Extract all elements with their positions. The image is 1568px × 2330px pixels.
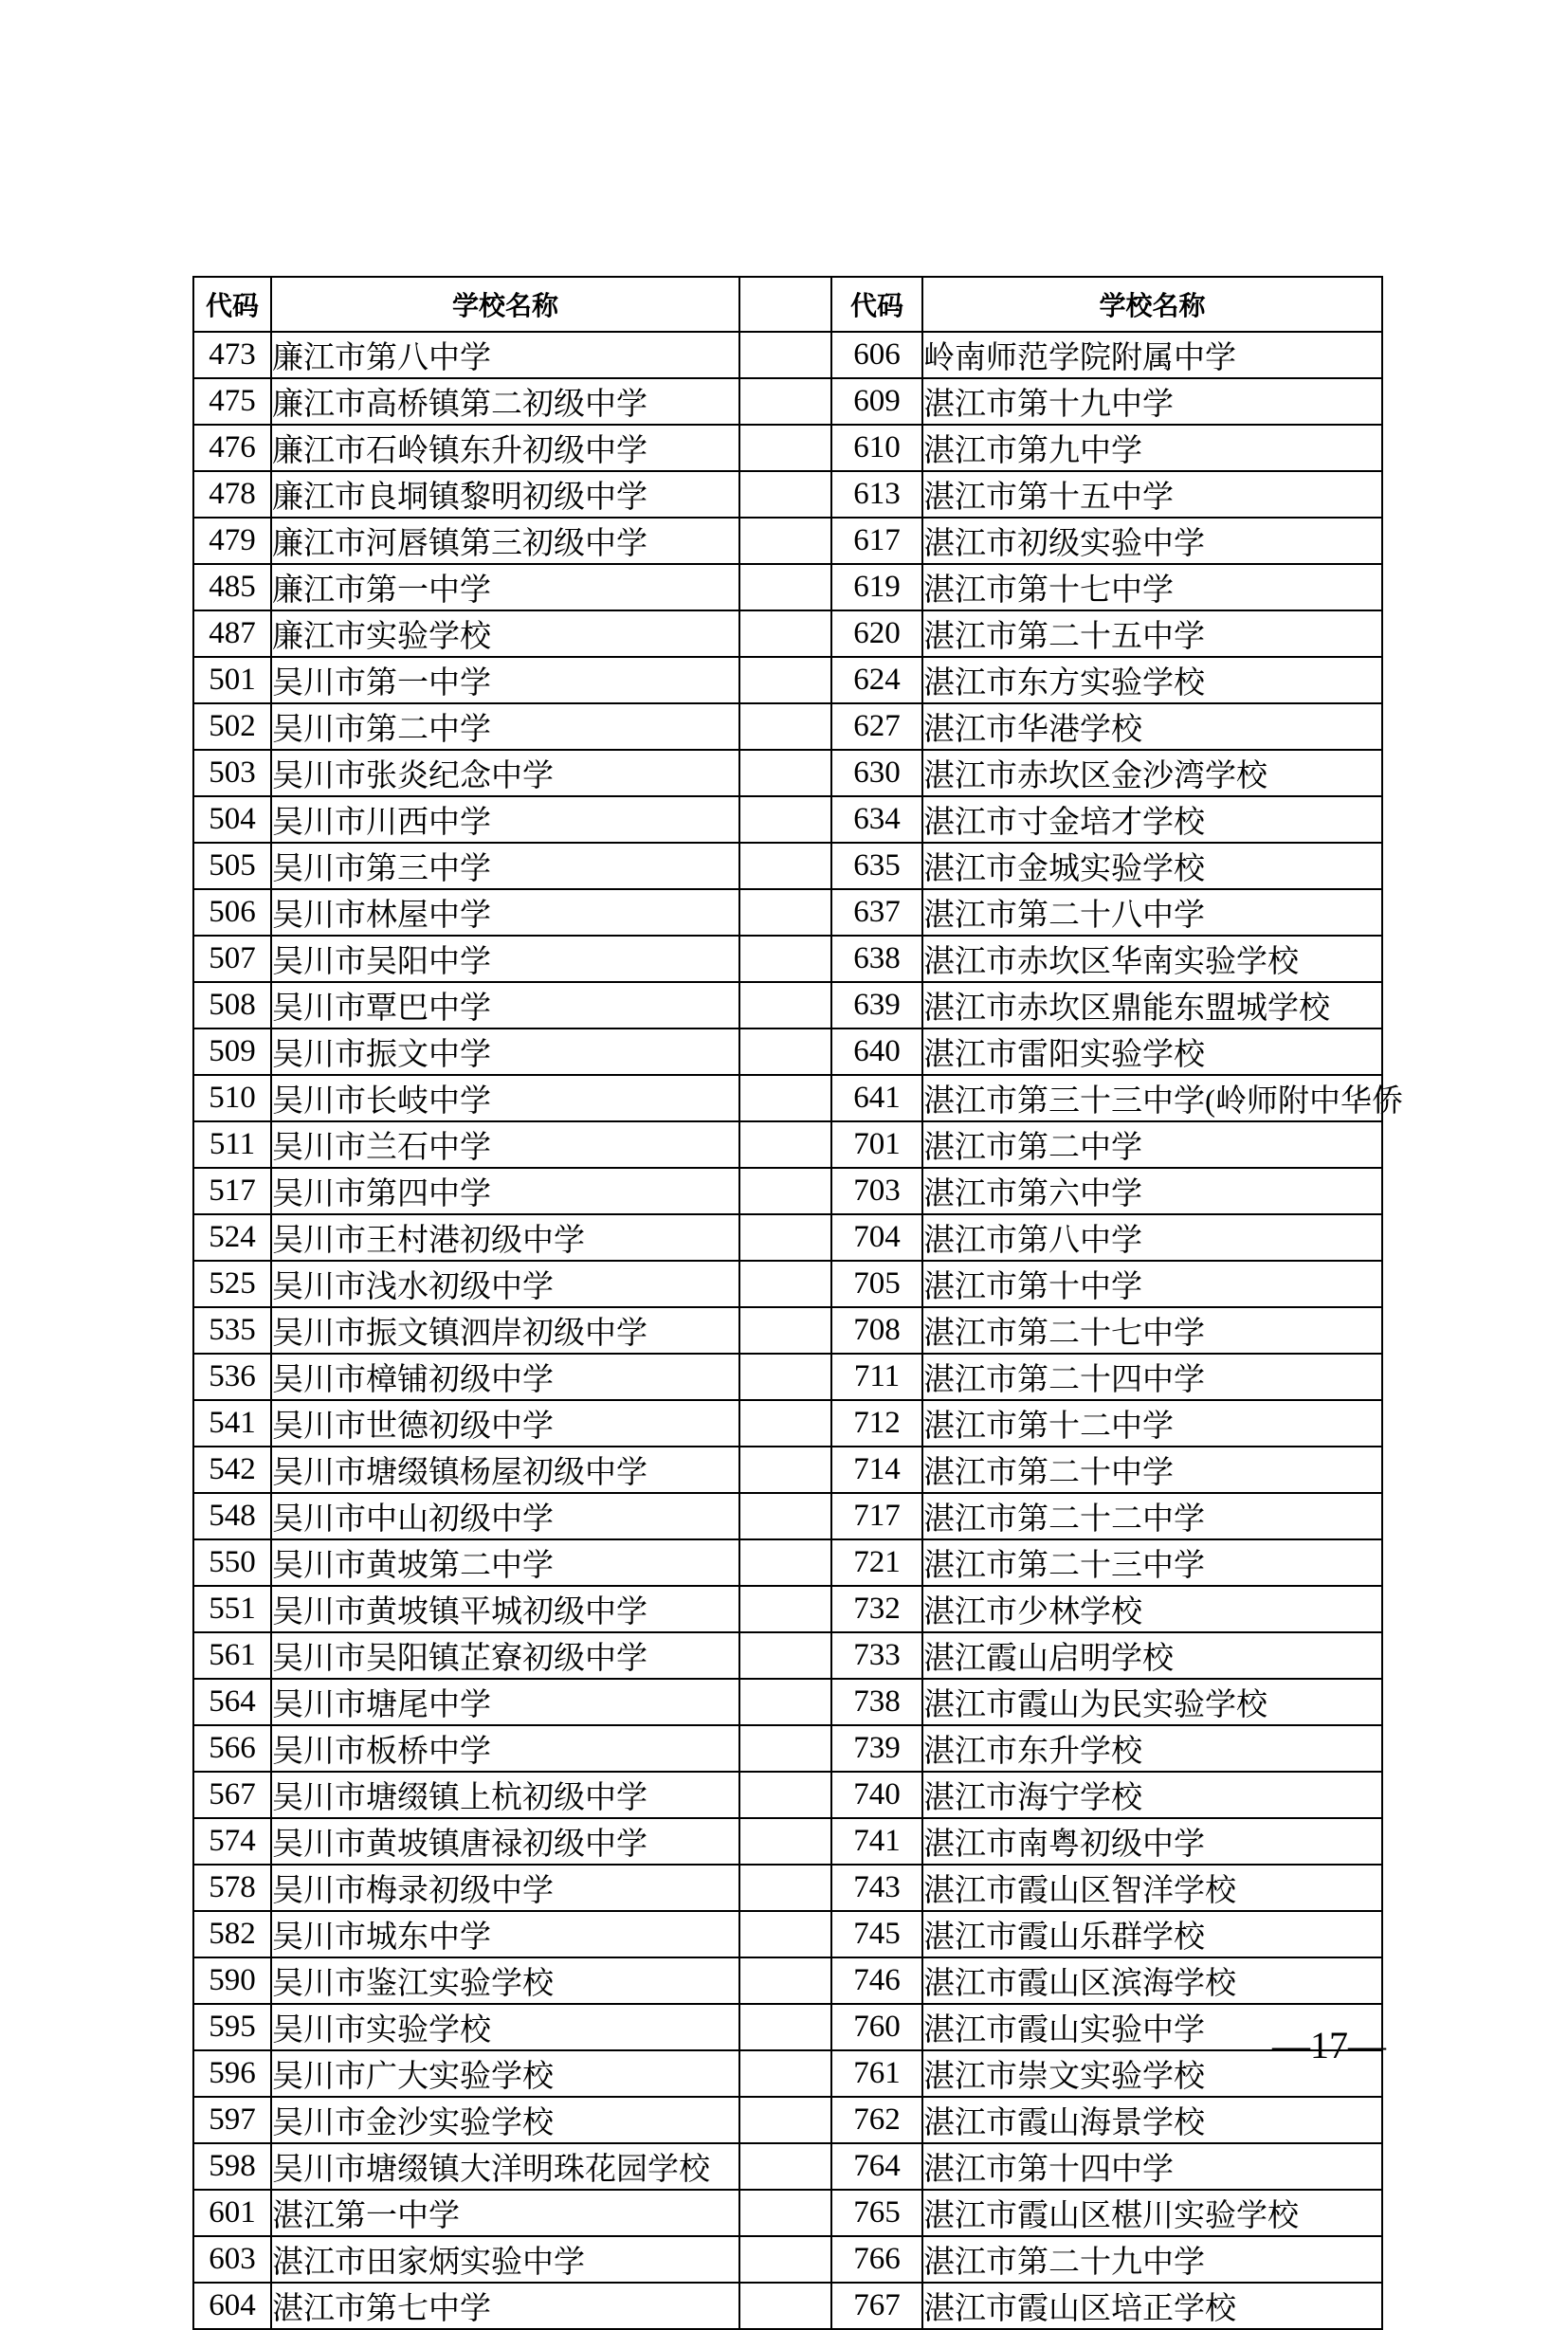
left-school-name-cell: 吴川市覃巴中学 bbox=[271, 982, 739, 1028]
left-code-cell: 603 bbox=[193, 2236, 271, 2283]
table-row bbox=[193, 1075, 1382, 1121]
left-code-cell: 551 bbox=[193, 1586, 271, 1632]
right-school-name-cell: 湛江市霞山海景学校 bbox=[922, 2097, 1382, 2143]
left-school-name-cell: 吴川市黄坡镇平城初级中学 bbox=[271, 1586, 739, 1632]
left-school-name-cell: 吴川市第一中学 bbox=[271, 657, 739, 703]
spacer-cell bbox=[739, 1075, 831, 1121]
right-school-name-cell: 湛江霞山启明学校 bbox=[922, 1632, 1382, 1679]
right-school-name-cell: 湛江市第二十三中学 bbox=[922, 1539, 1382, 1586]
left-school-name-cell: 吴川市黄坡第二中学 bbox=[271, 1539, 739, 1586]
table-row bbox=[193, 2236, 1382, 2283]
spacer-cell bbox=[739, 843, 831, 889]
right-school-name-cell: 湛江市第二十二中学 bbox=[922, 1493, 1382, 1539]
right-code-cell: 630 bbox=[831, 750, 922, 796]
table-row bbox=[193, 425, 1382, 471]
left-school-name-cell: 吴川市振文镇泗岸初级中学 bbox=[271, 1307, 739, 1354]
left-code-cell: 598 bbox=[193, 2143, 271, 2190]
right-code-cell: 717 bbox=[831, 1493, 922, 1539]
right-school-name-cell: 湛江市第六中学 bbox=[922, 1168, 1382, 1214]
school-code-table bbox=[192, 276, 1403, 2330]
table-row bbox=[193, 1772, 1382, 1818]
right-code-cell: 745 bbox=[831, 1911, 922, 1957]
spacer-cell bbox=[739, 889, 831, 936]
left-school-name-cell: 吴川市金沙实验学校 bbox=[271, 2097, 739, 2143]
right-school-name-cell: 湛江市金城实验学校 bbox=[922, 843, 1382, 889]
spacer-cell bbox=[739, 2097, 831, 2143]
left-code-cell: 541 bbox=[193, 1400, 271, 1447]
left-school-name-cell: 廉江市高桥镇第二初级中学 bbox=[271, 378, 739, 425]
right-code-cell: 760 bbox=[831, 2004, 922, 2050]
right-school-name-cell: 湛江市第十七中学 bbox=[922, 564, 1382, 610]
table-row bbox=[193, 2190, 1382, 2236]
right-code-cell: 606 bbox=[831, 332, 922, 378]
header-school-name-left: 学校名称 bbox=[271, 277, 739, 332]
right-code-cell: 624 bbox=[831, 657, 922, 703]
spacer-cell bbox=[739, 610, 831, 657]
right-code-cell: 738 bbox=[831, 1679, 922, 1725]
right-code-cell: 705 bbox=[831, 1261, 922, 1307]
page-number: —17— bbox=[1272, 2024, 1386, 2066]
left-code-cell: 508 bbox=[193, 982, 271, 1028]
left-code-cell: 506 bbox=[193, 889, 271, 936]
spacer-cell bbox=[739, 1725, 831, 1772]
table-row bbox=[193, 1214, 1382, 1261]
right-code-cell: 711 bbox=[831, 1354, 922, 1400]
left-school-name-cell: 吴川市塘缀镇大洋明珠花园学校 bbox=[271, 2143, 739, 2190]
spacer-cell bbox=[739, 1447, 831, 1493]
spacer-cell bbox=[739, 936, 831, 982]
table-row bbox=[193, 1632, 1382, 1679]
right-code-cell: 732 bbox=[831, 1586, 922, 1632]
right-school-name-cell: 湛江市海宁学校 bbox=[922, 1772, 1382, 1818]
right-school-name-cell: 湛江市赤坎区华南实验学校 bbox=[922, 936, 1382, 982]
left-school-name-cell: 吴川市中山初级中学 bbox=[271, 1493, 739, 1539]
left-school-name-cell: 湛江市第七中学 bbox=[271, 2283, 739, 2329]
spacer-cell bbox=[739, 1214, 831, 1261]
left-school-name-cell: 廉江市河唇镇第三初级中学 bbox=[271, 518, 739, 564]
right-school-name-cell: 湛江市霞山区滨海学校 bbox=[922, 1957, 1382, 2004]
left-code-cell: 502 bbox=[193, 703, 271, 750]
left-school-name-cell: 吴川市黄坡镇唐禄初级中学 bbox=[271, 1818, 739, 1865]
left-school-name-cell: 吴川市板桥中学 bbox=[271, 1725, 739, 1772]
left-code-cell: 478 bbox=[193, 471, 271, 518]
spacer-cell bbox=[739, 1307, 831, 1354]
table-row bbox=[193, 1493, 1382, 1539]
table-row bbox=[193, 518, 1382, 564]
spacer-cell bbox=[739, 378, 831, 425]
right-code-cell: 635 bbox=[831, 843, 922, 889]
left-code-cell: 517 bbox=[193, 1168, 271, 1214]
right-school-name-cell: 湛江市第二十九中学 bbox=[922, 2236, 1382, 2283]
table-row bbox=[193, 750, 1382, 796]
left-school-name-cell: 吴川市浅水初级中学 bbox=[271, 1261, 739, 1307]
spacer-cell bbox=[739, 518, 831, 564]
table-row bbox=[193, 332, 1382, 378]
spacer-cell bbox=[739, 1957, 831, 2004]
right-school-name-cell: 湛江市第二十四中学 bbox=[922, 1354, 1382, 1400]
right-code-cell: 712 bbox=[831, 1400, 922, 1447]
right-code-cell: 708 bbox=[831, 1307, 922, 1354]
table-row bbox=[193, 703, 1382, 750]
spacer-cell bbox=[739, 1818, 831, 1865]
table-row bbox=[193, 1307, 1382, 1354]
left-code-cell: 601 bbox=[193, 2190, 271, 2236]
spacer-cell bbox=[739, 703, 831, 750]
spacer-cell bbox=[739, 1354, 831, 1400]
table-row bbox=[193, 1911, 1382, 1957]
spacer-cell bbox=[739, 1400, 831, 1447]
right-code-cell: 739 bbox=[831, 1725, 922, 1772]
spacer-cell bbox=[739, 2004, 831, 2050]
right-code-cell: 740 bbox=[831, 1772, 922, 1818]
left-school-name-cell: 廉江市石岭镇东升初级中学 bbox=[271, 425, 739, 471]
right-code-cell: 761 bbox=[831, 2050, 922, 2097]
spacer-cell bbox=[739, 2050, 831, 2097]
right-school-name-cell: 湛江市霞山区椹川实验学校 bbox=[922, 2190, 1382, 2236]
right-code-cell: 627 bbox=[831, 703, 922, 750]
right-code-cell: 733 bbox=[831, 1632, 922, 1679]
left-code-cell: 524 bbox=[193, 1214, 271, 1261]
spacer-cell bbox=[739, 1168, 831, 1214]
left-code-cell: 542 bbox=[193, 1447, 271, 1493]
left-school-name-cell: 湛江市田家炳实验中学 bbox=[271, 2236, 739, 2283]
right-school-name-cell: 湛江市第十九中学 bbox=[922, 378, 1382, 425]
right-school-name-cell: 湛江市霞山区智洋学校 bbox=[922, 1865, 1382, 1911]
table-row bbox=[193, 2004, 1382, 2050]
right-school-name-cell: 湛江市崇文实验学校 bbox=[922, 2050, 1382, 2097]
table-row bbox=[193, 1028, 1382, 1075]
left-school-name-cell: 吴川市第二中学 bbox=[271, 703, 739, 750]
right-code-cell: 714 bbox=[831, 1447, 922, 1493]
left-code-cell: 507 bbox=[193, 936, 271, 982]
table-row bbox=[193, 471, 1382, 518]
spacer-cell bbox=[739, 1911, 831, 1957]
left-code-cell: 596 bbox=[193, 2050, 271, 2097]
left-code-cell: 590 bbox=[193, 1957, 271, 2004]
header-row bbox=[193, 277, 1382, 332]
right-code-cell: 746 bbox=[831, 1957, 922, 2004]
table-row bbox=[193, 2143, 1382, 2190]
spacer-cell bbox=[739, 1261, 831, 1307]
right-code-cell: 704 bbox=[831, 1214, 922, 1261]
left-school-name-cell: 吴川市长岐中学 bbox=[271, 1075, 739, 1121]
table-row bbox=[193, 2050, 1382, 2097]
left-school-name-cell: 吴川市塘尾中学 bbox=[271, 1679, 739, 1725]
table-row bbox=[193, 657, 1382, 703]
right-code-cell: 703 bbox=[831, 1168, 922, 1214]
left-code-cell: 473 bbox=[193, 332, 271, 378]
right-code-cell: 609 bbox=[831, 378, 922, 425]
spacer-cell bbox=[739, 1586, 831, 1632]
right-school-name-cell: 湛江市东升学校 bbox=[922, 1725, 1382, 1772]
right-school-name-cell: 湛江市第三十三中学(岭师附中华侨 bbox=[922, 1075, 1382, 1121]
table-row bbox=[193, 610, 1382, 657]
table-row bbox=[193, 1447, 1382, 1493]
right-school-name-cell: 湛江市赤坎区金沙湾学校 bbox=[922, 750, 1382, 796]
right-code-cell: 701 bbox=[831, 1121, 922, 1168]
right-school-name-cell: 湛江市第二中学 bbox=[922, 1121, 1382, 1168]
left-code-cell: 548 bbox=[193, 1493, 271, 1539]
left-code-cell: 536 bbox=[193, 1354, 271, 1400]
left-code-cell: 487 bbox=[193, 610, 271, 657]
left-code-cell: 505 bbox=[193, 843, 271, 889]
left-school-name-cell: 廉江市第一中学 bbox=[271, 564, 739, 610]
left-school-name-cell: 吴川市塘缀镇杨屋初级中学 bbox=[271, 1447, 739, 1493]
right-code-cell: 634 bbox=[831, 796, 922, 843]
left-school-name-cell: 吴川市塘缀镇上杭初级中学 bbox=[271, 1772, 739, 1818]
table-row bbox=[193, 1725, 1382, 1772]
right-school-name-cell: 湛江市霞山实验中学 bbox=[922, 2004, 1382, 2050]
right-school-name-cell: 湛江市赤坎区鼎能东盟城学校 bbox=[922, 982, 1382, 1028]
table-row bbox=[193, 796, 1382, 843]
table-row bbox=[193, 1586, 1382, 1632]
table-row bbox=[193, 1261, 1382, 1307]
left-code-cell: 564 bbox=[193, 1679, 271, 1725]
right-school-name-cell: 湛江市第十四中学 bbox=[922, 2143, 1382, 2190]
spacer-cell bbox=[739, 1028, 831, 1075]
left-school-name-cell: 廉江市第八中学 bbox=[271, 332, 739, 378]
spacer-cell bbox=[739, 425, 831, 471]
right-code-cell: 610 bbox=[831, 425, 922, 471]
right-school-name-cell: 湛江市第九中学 bbox=[922, 425, 1382, 471]
header-school-name-right: 学校名称 bbox=[922, 277, 1382, 332]
left-school-name-cell: 廉江市实验学校 bbox=[271, 610, 739, 657]
left-school-name-cell: 吴川市世德初级中学 bbox=[271, 1400, 739, 1447]
table-row bbox=[193, 1818, 1382, 1865]
left-school-name-cell: 廉江市良垌镇黎明初级中学 bbox=[271, 471, 739, 518]
left-code-cell: 550 bbox=[193, 1539, 271, 1586]
spacer-cell bbox=[739, 982, 831, 1028]
right-code-cell: 764 bbox=[831, 2143, 922, 2190]
right-code-cell: 741 bbox=[831, 1818, 922, 1865]
left-school-name-cell: 吴川市王村港初级中学 bbox=[271, 1214, 739, 1261]
table-row bbox=[193, 1121, 1382, 1168]
right-school-name-cell: 湛江市第十五中学 bbox=[922, 471, 1382, 518]
left-code-cell: 511 bbox=[193, 1121, 271, 1168]
table-row bbox=[193, 889, 1382, 936]
right-code-cell: 620 bbox=[831, 610, 922, 657]
right-school-name-cell: 湛江市第二十五中学 bbox=[922, 610, 1382, 657]
left-code-cell: 561 bbox=[193, 1632, 271, 1679]
left-code-cell: 485 bbox=[193, 564, 271, 610]
left-school-name-cell: 吴川市吴阳中学 bbox=[271, 936, 739, 982]
spacer-cell bbox=[739, 750, 831, 796]
spacer-cell bbox=[739, 564, 831, 610]
table-row bbox=[193, 2097, 1382, 2143]
left-school-name-cell: 吴川市鉴江实验学校 bbox=[271, 1957, 739, 2004]
spacer-cell bbox=[739, 796, 831, 843]
right-school-name-cell: 湛江市少林学校 bbox=[922, 1586, 1382, 1632]
right-code-cell: 767 bbox=[831, 2283, 922, 2329]
right-code-cell: 613 bbox=[831, 471, 922, 518]
table-row bbox=[193, 1957, 1382, 2004]
spacer-cell bbox=[739, 2283, 831, 2329]
right-code-cell: 637 bbox=[831, 889, 922, 936]
right-school-name-cell: 湛江市第十中学 bbox=[922, 1261, 1382, 1307]
table-row bbox=[193, 1679, 1382, 1725]
header-spacer-cell bbox=[739, 277, 831, 332]
spacer-cell bbox=[739, 1121, 831, 1168]
left-school-name-cell: 吴川市梅录初级中学 bbox=[271, 1865, 739, 1911]
table-row bbox=[193, 1168, 1382, 1214]
left-code-cell: 535 bbox=[193, 1307, 271, 1354]
spacer-cell bbox=[739, 1772, 831, 1818]
left-school-name-cell: 吴川市吴阳镇芷寮初级中学 bbox=[271, 1632, 739, 1679]
left-code-cell: 504 bbox=[193, 796, 271, 843]
table-row bbox=[193, 1539, 1382, 1586]
right-school-name-cell: 湛江市霞山为民实验学校 bbox=[922, 1679, 1382, 1725]
left-school-name-cell: 吴川市实验学校 bbox=[271, 2004, 739, 2050]
table-row bbox=[193, 1354, 1382, 1400]
left-school-name-cell: 湛江第一中学 bbox=[271, 2190, 739, 2236]
right-school-name-cell: 湛江市霞山区培正学校 bbox=[922, 2283, 1382, 2329]
right-code-cell: 743 bbox=[831, 1865, 922, 1911]
left-code-cell: 574 bbox=[193, 1818, 271, 1865]
table-row bbox=[193, 378, 1382, 425]
right-school-name-cell: 湛江市寸金培才学校 bbox=[922, 796, 1382, 843]
spacer-cell bbox=[739, 1632, 831, 1679]
left-code-cell: 501 bbox=[193, 657, 271, 703]
right-school-name-cell: 湛江市第二十八中学 bbox=[922, 889, 1382, 936]
left-code-cell: 479 bbox=[193, 518, 271, 564]
right-code-cell: 638 bbox=[831, 936, 922, 982]
spacer-cell bbox=[739, 332, 831, 378]
left-school-name-cell: 吴川市川西中学 bbox=[271, 796, 739, 843]
header-code-right: 代码 bbox=[831, 277, 922, 332]
left-school-name-cell: 吴川市兰石中学 bbox=[271, 1121, 739, 1168]
right-code-cell: 641 bbox=[831, 1075, 922, 1121]
spacer-cell bbox=[739, 2143, 831, 2190]
left-code-cell: 597 bbox=[193, 2097, 271, 2143]
right-code-cell: 765 bbox=[831, 2190, 922, 2236]
spacer-cell bbox=[739, 1493, 831, 1539]
table-row bbox=[193, 843, 1382, 889]
table-row bbox=[193, 1865, 1382, 1911]
spacer-cell bbox=[739, 1865, 831, 1911]
right-school-name-cell: 湛江市雷阳实验学校 bbox=[922, 1028, 1382, 1075]
table-row bbox=[193, 2283, 1382, 2329]
left-school-name-cell: 吴川市城东中学 bbox=[271, 1911, 739, 1957]
left-code-cell: 567 bbox=[193, 1772, 271, 1818]
right-school-name-cell: 湛江市初级实验中学 bbox=[922, 518, 1382, 564]
right-school-name-cell: 湛江市第八中学 bbox=[922, 1214, 1382, 1261]
right-code-cell: 721 bbox=[831, 1539, 922, 1586]
left-code-cell: 503 bbox=[193, 750, 271, 796]
spacer-cell bbox=[739, 1679, 831, 1725]
right-code-cell: 762 bbox=[831, 2097, 922, 2143]
left-code-cell: 595 bbox=[193, 2004, 271, 2050]
left-school-name-cell: 吴川市第三中学 bbox=[271, 843, 739, 889]
right-code-cell: 640 bbox=[831, 1028, 922, 1075]
left-code-cell: 475 bbox=[193, 378, 271, 425]
right-code-cell: 617 bbox=[831, 518, 922, 564]
right-school-name-cell: 湛江市第二十七中学 bbox=[922, 1307, 1382, 1354]
right-school-name-cell: 湛江市霞山乐群学校 bbox=[922, 1911, 1382, 1957]
right-school-name-cell: 湛江市第十二中学 bbox=[922, 1400, 1382, 1447]
left-code-cell: 476 bbox=[193, 425, 271, 471]
spacer-cell bbox=[739, 1539, 831, 1586]
left-code-cell: 566 bbox=[193, 1725, 271, 1772]
right-school-name-cell: 湛江市华港学校 bbox=[922, 703, 1382, 750]
right-school-name-cell: 湛江市第二十中学 bbox=[922, 1447, 1382, 1493]
left-code-cell: 509 bbox=[193, 1028, 271, 1075]
table-row bbox=[193, 564, 1382, 610]
right-code-cell: 766 bbox=[831, 2236, 922, 2283]
left-school-name-cell: 吴川市振文中学 bbox=[271, 1028, 739, 1075]
right-code-cell: 619 bbox=[831, 564, 922, 610]
header-code-left: 代码 bbox=[193, 277, 271, 332]
left-school-name-cell: 吴川市樟铺初级中学 bbox=[271, 1354, 739, 1400]
table-row bbox=[193, 982, 1382, 1028]
left-school-name-cell: 吴川市张炎纪念中学 bbox=[271, 750, 739, 796]
left-school-name-cell: 吴川市广大实验学校 bbox=[271, 2050, 739, 2097]
right-school-name-cell: 湛江市南粤初级中学 bbox=[922, 1818, 1382, 1865]
table-row bbox=[193, 936, 1382, 982]
left-code-cell: 525 bbox=[193, 1261, 271, 1307]
left-code-cell: 582 bbox=[193, 1911, 271, 1957]
spacer-cell bbox=[739, 471, 831, 518]
table-row bbox=[193, 1400, 1382, 1447]
left-code-cell: 510 bbox=[193, 1075, 271, 1121]
left-code-cell: 604 bbox=[193, 2283, 271, 2329]
left-school-name-cell: 吴川市林屋中学 bbox=[271, 889, 739, 936]
left-school-name-cell: 吴川市第四中学 bbox=[271, 1168, 739, 1214]
left-code-cell: 578 bbox=[193, 1865, 271, 1911]
spacer-cell bbox=[739, 657, 831, 703]
right-school-name-cell: 岭南师范学院附属中学 bbox=[922, 332, 1382, 378]
spacer-cell bbox=[739, 2236, 831, 2283]
spacer-cell bbox=[739, 2190, 831, 2236]
right-school-name-cell: 湛江市东方实验学校 bbox=[922, 657, 1382, 703]
right-code-cell: 639 bbox=[831, 982, 922, 1028]
